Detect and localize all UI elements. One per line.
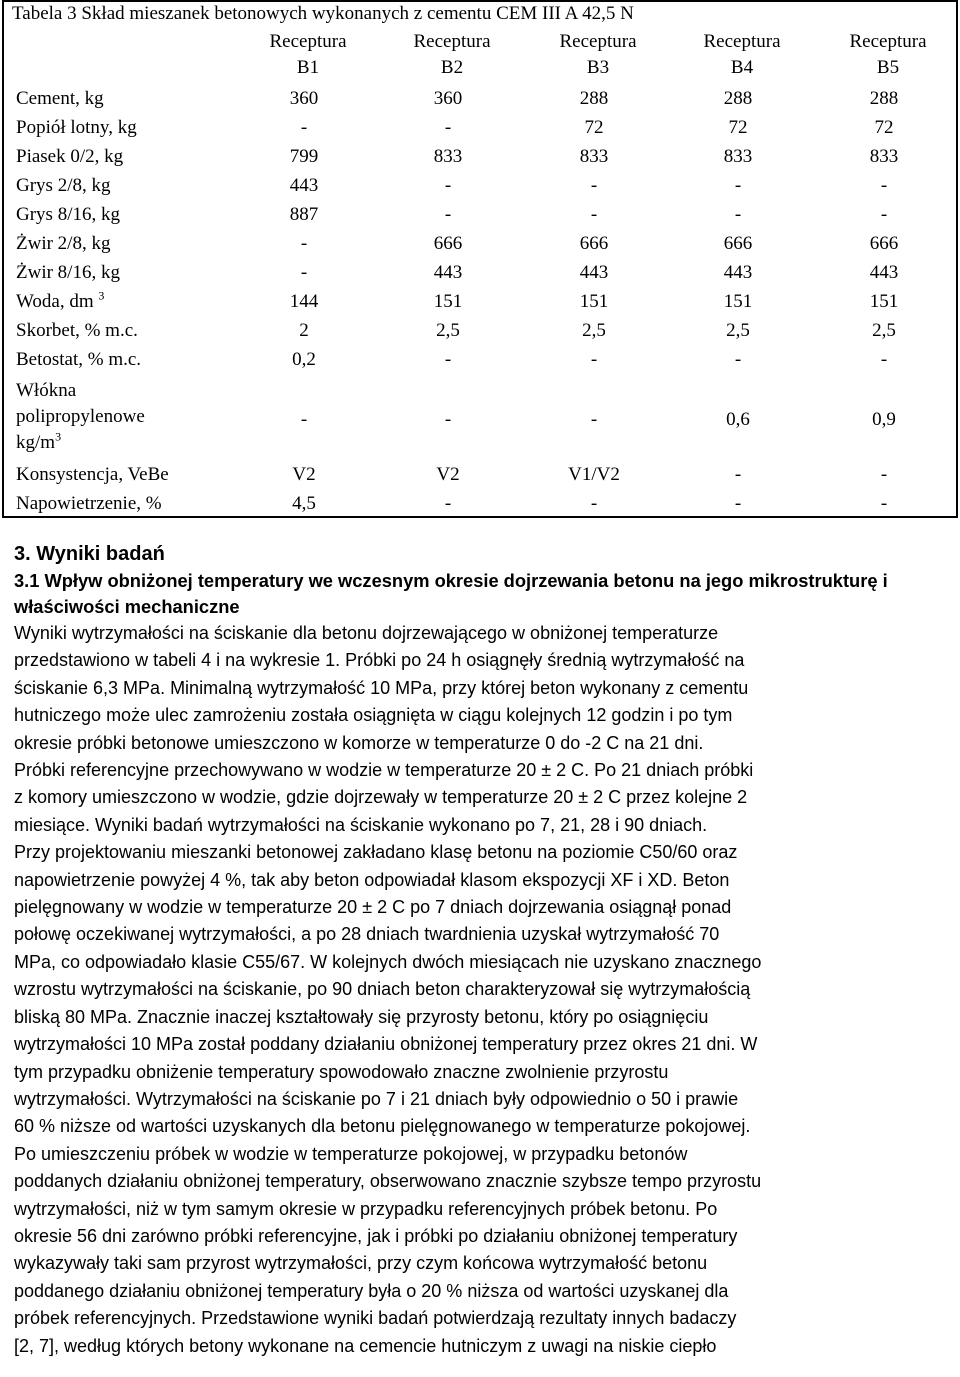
cell: 4,5 bbox=[292, 493, 316, 514]
superscript: 3 bbox=[55, 429, 62, 444]
cell: V2 bbox=[292, 464, 316, 485]
row-label-text: kg/m bbox=[16, 432, 56, 453]
cell: 443 bbox=[289, 175, 319, 196]
cell: 0,6 bbox=[726, 409, 750, 430]
cell: - bbox=[444, 409, 452, 430]
body-line: pielęgnowany w wodzie w temperaturze 20 ± 2 C po 7 dniach dojrzewania osiągnął ponad bbox=[14, 897, 732, 918]
superscript: 3 bbox=[98, 288, 105, 303]
cell: 72 bbox=[874, 117, 894, 138]
cell: 443 bbox=[869, 262, 899, 283]
body-line: wzrostu wytrzymałości na ściskanie, po 90 dniach beton charakteryzował się wytrzymałością bbox=[14, 979, 751, 1000]
row-label bbox=[16, 378, 145, 456]
row-label-line: Włókna bbox=[16, 380, 77, 401]
header-b2-line2: B2 bbox=[440, 57, 464, 78]
body-line: napowietrzenie powyżej 4 %, tak aby beton odpowiadał klasom ekspozycji XF i XD. Beton bbox=[14, 869, 730, 890]
cell: - bbox=[590, 409, 598, 430]
cell: 0,2 bbox=[292, 349, 316, 370]
cell: - bbox=[734, 349, 742, 370]
body-line: z komory umieszczono w wodzie, gdzie dojrzewały w temperaturze 20 ± 2 C przez kolejne 2 bbox=[14, 787, 748, 808]
cell: 151 bbox=[433, 291, 463, 312]
header-b5-line1: Receptura bbox=[849, 31, 927, 52]
cell: 443 bbox=[723, 262, 753, 283]
cell: 666 bbox=[723, 233, 753, 254]
cell: - bbox=[590, 493, 598, 514]
cell: 288 bbox=[723, 88, 753, 109]
cell: - bbox=[734, 493, 742, 514]
body-line: MPa, co odpowiadało klasie C55/67. W kolejnych dwóch miesiącach nie uzyskano znacznego bbox=[14, 951, 762, 972]
row-label: Konsystencja, VeBe bbox=[16, 464, 169, 485]
cell: 151 bbox=[723, 291, 753, 312]
cell: - bbox=[300, 262, 308, 283]
row-label: Żwir 8/16, kg bbox=[16, 262, 120, 283]
row-label-line: polipropylenowe bbox=[16, 406, 145, 427]
cell: 0,9 bbox=[872, 409, 896, 430]
cell: 799 bbox=[289, 146, 319, 167]
cell: 151 bbox=[579, 291, 609, 312]
body-line: Próbki referencyjne przechowywano w wodzie w temperaturze 20 ± 2 C. Po 21 dniach próbki bbox=[14, 760, 754, 781]
section-body bbox=[14, 620, 944, 1360]
header-b4-line2: B4 bbox=[730, 57, 754, 78]
row-label: Skorbet, % m.c. bbox=[16, 320, 138, 341]
body-line: okresie 56 dni zarówno próbki referencyjne, jak i próbki po działaniu obniżonej temperatury bbox=[14, 1225, 738, 1246]
cell: V1/V2 bbox=[568, 464, 620, 485]
row-label: Popiół lotny, kg bbox=[16, 117, 137, 138]
header-b4 bbox=[678, 29, 806, 81]
header-b2-line1: Receptura bbox=[413, 31, 491, 52]
cell: - bbox=[880, 349, 888, 370]
cell: 2,5 bbox=[872, 320, 896, 341]
subsection-heading: 3.1 Wpływ obniżonej temperatury we wczesnym okresie dojrzewania betonu na jego mikrostrukturę i właściwości mechaniczne bbox=[14, 570, 888, 617]
cell: - bbox=[444, 117, 452, 138]
cell: 360 bbox=[289, 88, 319, 109]
cell: - bbox=[590, 175, 598, 196]
section-heading: 3. Wyniki badań bbox=[14, 543, 165, 565]
table-caption: Tabela 3 Skład mieszanek betonowych wykonanych z cementu CEM III A 42,5 N bbox=[12, 3, 634, 24]
cell: 360 bbox=[433, 88, 463, 109]
body-line: bliską 80 MPa. Znacznie inaczej kształtowały się przyrosty betonu, który po osiągnięciu bbox=[14, 1006, 709, 1027]
row-label bbox=[16, 289, 104, 315]
cell: - bbox=[734, 175, 742, 196]
cell: 151 bbox=[869, 291, 899, 312]
cell: 666 bbox=[869, 233, 899, 254]
row-label: Grys 8/16, kg bbox=[16, 204, 120, 225]
cell: - bbox=[734, 204, 742, 225]
cell: 666 bbox=[433, 233, 463, 254]
cell: 666 bbox=[579, 233, 609, 254]
header-b1 bbox=[244, 29, 372, 81]
cell: 887 bbox=[289, 204, 319, 225]
body-line: poddanego działaniu obniżonej temperatury była o 20 % niższa od wartości uzyskanej dla bbox=[14, 1280, 729, 1301]
body-line: 60 % niższe od wartości uzyskanych dla betonu pielęgnowanego w temperaturze pokojowej. bbox=[14, 1116, 751, 1137]
body-line: wytrzymałości, niż w tym samym okresie w przypadku referencyjnych próbek betonu. Po bbox=[14, 1198, 718, 1219]
cell: - bbox=[880, 493, 888, 514]
cell: 833 bbox=[433, 146, 463, 167]
header-b5 bbox=[824, 29, 952, 81]
body-line: przedstawiono w tabeli 4 i na wykresie 1. Próbki po 24 h osiągnęły średnią wytrzymałość na bbox=[14, 650, 745, 671]
cell: 2 bbox=[299, 320, 309, 341]
cell: 2,5 bbox=[436, 320, 460, 341]
cell: 288 bbox=[579, 88, 609, 109]
cell: V2 bbox=[436, 464, 460, 485]
cell: 288 bbox=[869, 88, 899, 109]
header-b3-line2: B3 bbox=[586, 57, 610, 78]
row-label-text: Woda, dm bbox=[16, 291, 94, 312]
header-b1-line2: B1 bbox=[296, 57, 320, 78]
cell: - bbox=[590, 204, 598, 225]
body-line: wytrzymałości 10 MPa został poddany działaniu obniżonej temperatury przez okres 21 dni. W bbox=[14, 1034, 758, 1055]
mix-composition-table bbox=[2, 0, 958, 518]
cell: 72 bbox=[584, 117, 604, 138]
results-section bbox=[14, 540, 944, 1360]
row-label-line bbox=[16, 430, 145, 456]
row-label: Piasek 0/2, kg bbox=[16, 146, 124, 167]
cell: 443 bbox=[579, 262, 609, 283]
header-b2 bbox=[388, 29, 516, 81]
body-line: poddanych działaniu obniżonej temperatury, obserwowano znacznie szybsze tempo przyrostu bbox=[14, 1171, 762, 1192]
cell: - bbox=[734, 464, 742, 485]
cell: - bbox=[880, 175, 888, 196]
cell: 833 bbox=[869, 146, 899, 167]
cell: - bbox=[300, 233, 308, 254]
header-b3 bbox=[534, 29, 662, 81]
body-line: Przy projektowaniu mieszanki betonowej zakładano klasę betonu na poziomie C50/60 oraz bbox=[14, 842, 738, 863]
cell: - bbox=[880, 204, 888, 225]
cell: 144 bbox=[289, 291, 319, 312]
row-label: Cement, kg bbox=[16, 88, 104, 109]
body-line: hutniczego może ulec zamrożeniu została osiągnięta w ciągu kolejnych 12 godzin i po tym bbox=[14, 705, 733, 726]
body-line: próbek referencyjnych. Przedstawione wyniki badań potwierdzają rezultaty innych badaczy bbox=[14, 1308, 737, 1329]
cell: - bbox=[444, 204, 452, 225]
cell: 833 bbox=[579, 146, 609, 167]
row-label: Żwir 2/8, kg bbox=[16, 233, 111, 254]
cell: - bbox=[590, 349, 598, 370]
row-label: Grys 2/8, kg bbox=[16, 175, 111, 196]
cell: - bbox=[880, 464, 888, 485]
cell: 833 bbox=[723, 146, 753, 167]
header-b4-line1: Receptura bbox=[703, 31, 781, 52]
header-b5-line2: B5 bbox=[876, 57, 900, 78]
body-line: połowę oczekiwanej wytrzymałości, a po 28 dniach twardnienia uzyskał wytrzymałość 70 bbox=[14, 924, 720, 945]
header-b3-line1: Receptura bbox=[559, 31, 637, 52]
body-line: miesiące. Wyniki badań wytrzymałości na ściskanie wykonano po 7, 21, 28 i 90 dniach. bbox=[14, 814, 708, 835]
row-label: Betostat, % m.c. bbox=[16, 349, 142, 370]
body-line: wytrzymałości. Wytrzymałości na ściskanie po 7 i 21 dniach były odpowiednio o 50 i prawie bbox=[14, 1088, 739, 1109]
cell: 2,5 bbox=[726, 320, 750, 341]
body-line: Wyniki wytrzymałości na ściskanie dla betonu dojrzewającego w obniżonej temperaturze bbox=[14, 623, 719, 643]
body-line: wykazywały taki sam przyrost wytrzymałości, przy czym końcowa wytrzymałość betonu bbox=[14, 1253, 708, 1274]
cell: - bbox=[444, 175, 452, 196]
row-label: Napowietrzenie, % bbox=[16, 493, 162, 514]
cell: - bbox=[444, 493, 452, 514]
cell: 72 bbox=[728, 117, 748, 138]
header-b1-line1: Receptura bbox=[269, 31, 347, 52]
body-line: [2, 7], według których betony wykonane na cemencie hutniczym z uwagi na niskie ciepło bbox=[14, 1335, 717, 1356]
body-line: tym przypadku obniżenie temperatury spowodowało znaczne zwolnienie przyrostu bbox=[14, 1061, 669, 1082]
cell: 2,5 bbox=[582, 320, 606, 341]
cell: - bbox=[300, 117, 308, 138]
body-line: ściskanie 6,3 MPa. Minimalną wytrzymałość 10 MPa, przy której beton wykonany z cementu bbox=[14, 677, 749, 698]
body-line: Po umieszczeniu próbek w wodzie w temperaturze pokojowej, w przypadku betonów bbox=[14, 1143, 688, 1164]
cell: - bbox=[300, 409, 308, 430]
body-line: okresie próbki betonowe umieszczono w komorze w temperaturze 0 do -2 C na 21 dni. bbox=[14, 732, 704, 753]
cell: - bbox=[444, 349, 452, 370]
cell: 443 bbox=[433, 262, 463, 283]
